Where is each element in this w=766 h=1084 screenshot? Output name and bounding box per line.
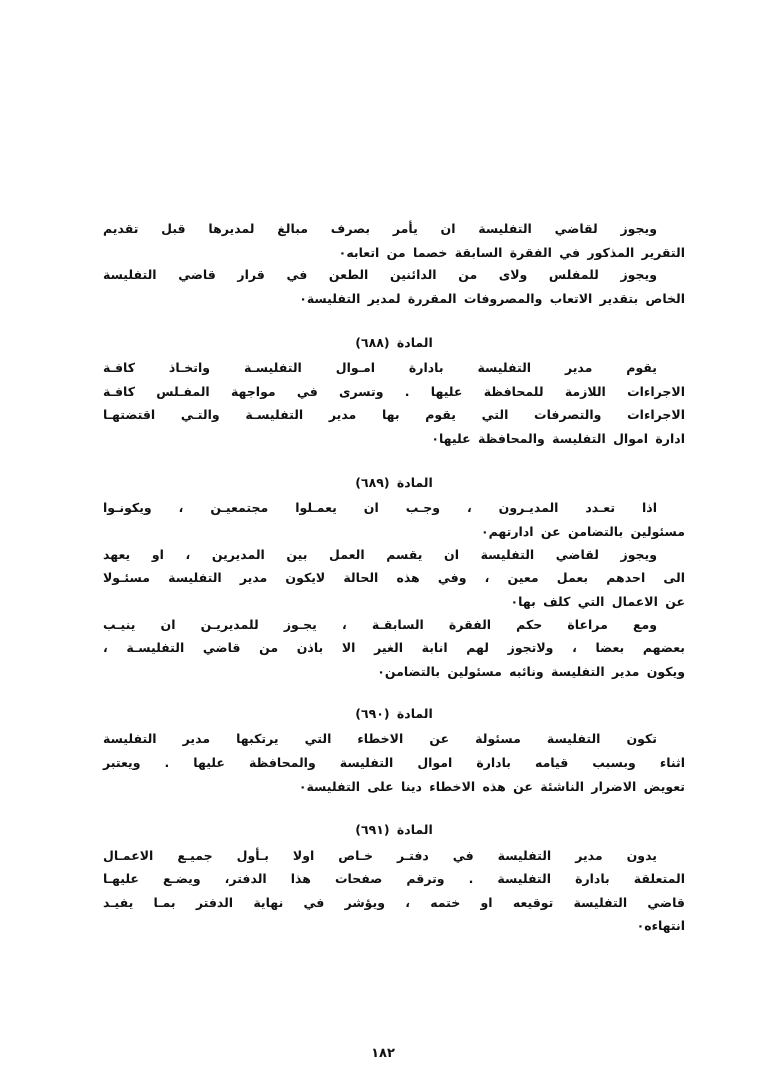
article-heading: المادة (٦٨٩)	[355, 475, 433, 490]
article-heading: المادة (٦٩٠)	[355, 706, 433, 721]
article-heading: المادة (٦٨٨)	[355, 335, 433, 350]
text-line: التقرير المذكور في الفقرة السابقة خصما من اتعابه٠	[338, 245, 685, 260]
text-line: يدون مدير التفليسة في دفتـر خـاص اولا بـأول جميـع الاعمـال	[103, 848, 657, 863]
text-line: الاجراءات والتصرفات التي يقوم بها مدير التفليسـة والتـي اقتضتهـا	[103, 407, 685, 422]
text-line: الاجراءات اللازمة للمحافظة عليها . وتسرى في مواجهة المفـلس كافـة	[103, 384, 685, 399]
text-line: تعويض الاضرار الناشئة عن هذه الاخطاء دينا على التفليسة٠	[298, 779, 685, 794]
text-line: انتهاءه٠	[636, 918, 685, 933]
text-line: الى احدهم بعمل معين ، وفي هذه الحالة لايكون مدير التفليسة مسئـولا	[103, 570, 685, 585]
text-line: تكون التفليسة مسئولة عن الاخطاء التي يرتكبها مدير التفليسة	[103, 731, 657, 746]
text-line: ومع مراعاة حكم الفقرة السابقـة ، يجـوز للمديريـن ان ينيـب	[103, 617, 657, 632]
page-number: ١٨٢	[371, 1046, 395, 1061]
text-line: اثناء وبسبب قيامه بادارة اموال التفليسة والمحافظة عليها . ويعتبر	[103, 755, 685, 770]
text-line: المتعلقة بادارة التفليسة . وترقم صفحات هذا الدفتر، ويضـع عليهـا	[103, 871, 685, 886]
text-line: قاضي التفليسة توقيعه او ختمه ، ويؤشر في نهاية الدفتر بمـا يفيـد	[103, 895, 685, 910]
text-line: ويجوز لقاضي التفليسة ان يأمر بصرف مبالغ لمديرها قبل تقديم	[103, 221, 657, 236]
text-line: ويكون مدير التفليسة ونائبه مسئولين بالتضامن٠	[377, 664, 685, 679]
text-line: ادارة اموال التفليسة والمحافظة عليها٠	[431, 431, 685, 446]
article-heading: المادة (٦٩١)	[355, 822, 433, 837]
text-line: يقوم مدير التفليسة بادارة امـوال التفليسـة واتخـاذ كافـة	[103, 360, 657, 375]
text-line: مسئولين بالتضامن عن ادارتهم٠	[480, 524, 685, 539]
text-line: ويجوز للمفلس ولاى من الدائنين الطعن في قرار قاضي التفليسة	[103, 267, 657, 282]
text-line: الخاص بتقدير الاتعاب والمصروفات المقررة لمدير التفليسة٠	[299, 291, 685, 306]
text-line: ويجوز لقاضي التفليسة ان يقسم العمل بين المديرين ، او يعهد	[103, 547, 657, 562]
text-line: بعضهم بعضا ، ولاتجوز لهم انابة الغير الا باذن من قاضي التفليسـة ،	[103, 640, 685, 655]
text-line: اذا تعـدد المديـرون ، وجـب ان يعمـلوا مجتمعيـن ، ويكونـوا	[103, 500, 657, 515]
text-line: عن الاعمال التي كلف بها٠	[510, 594, 685, 609]
